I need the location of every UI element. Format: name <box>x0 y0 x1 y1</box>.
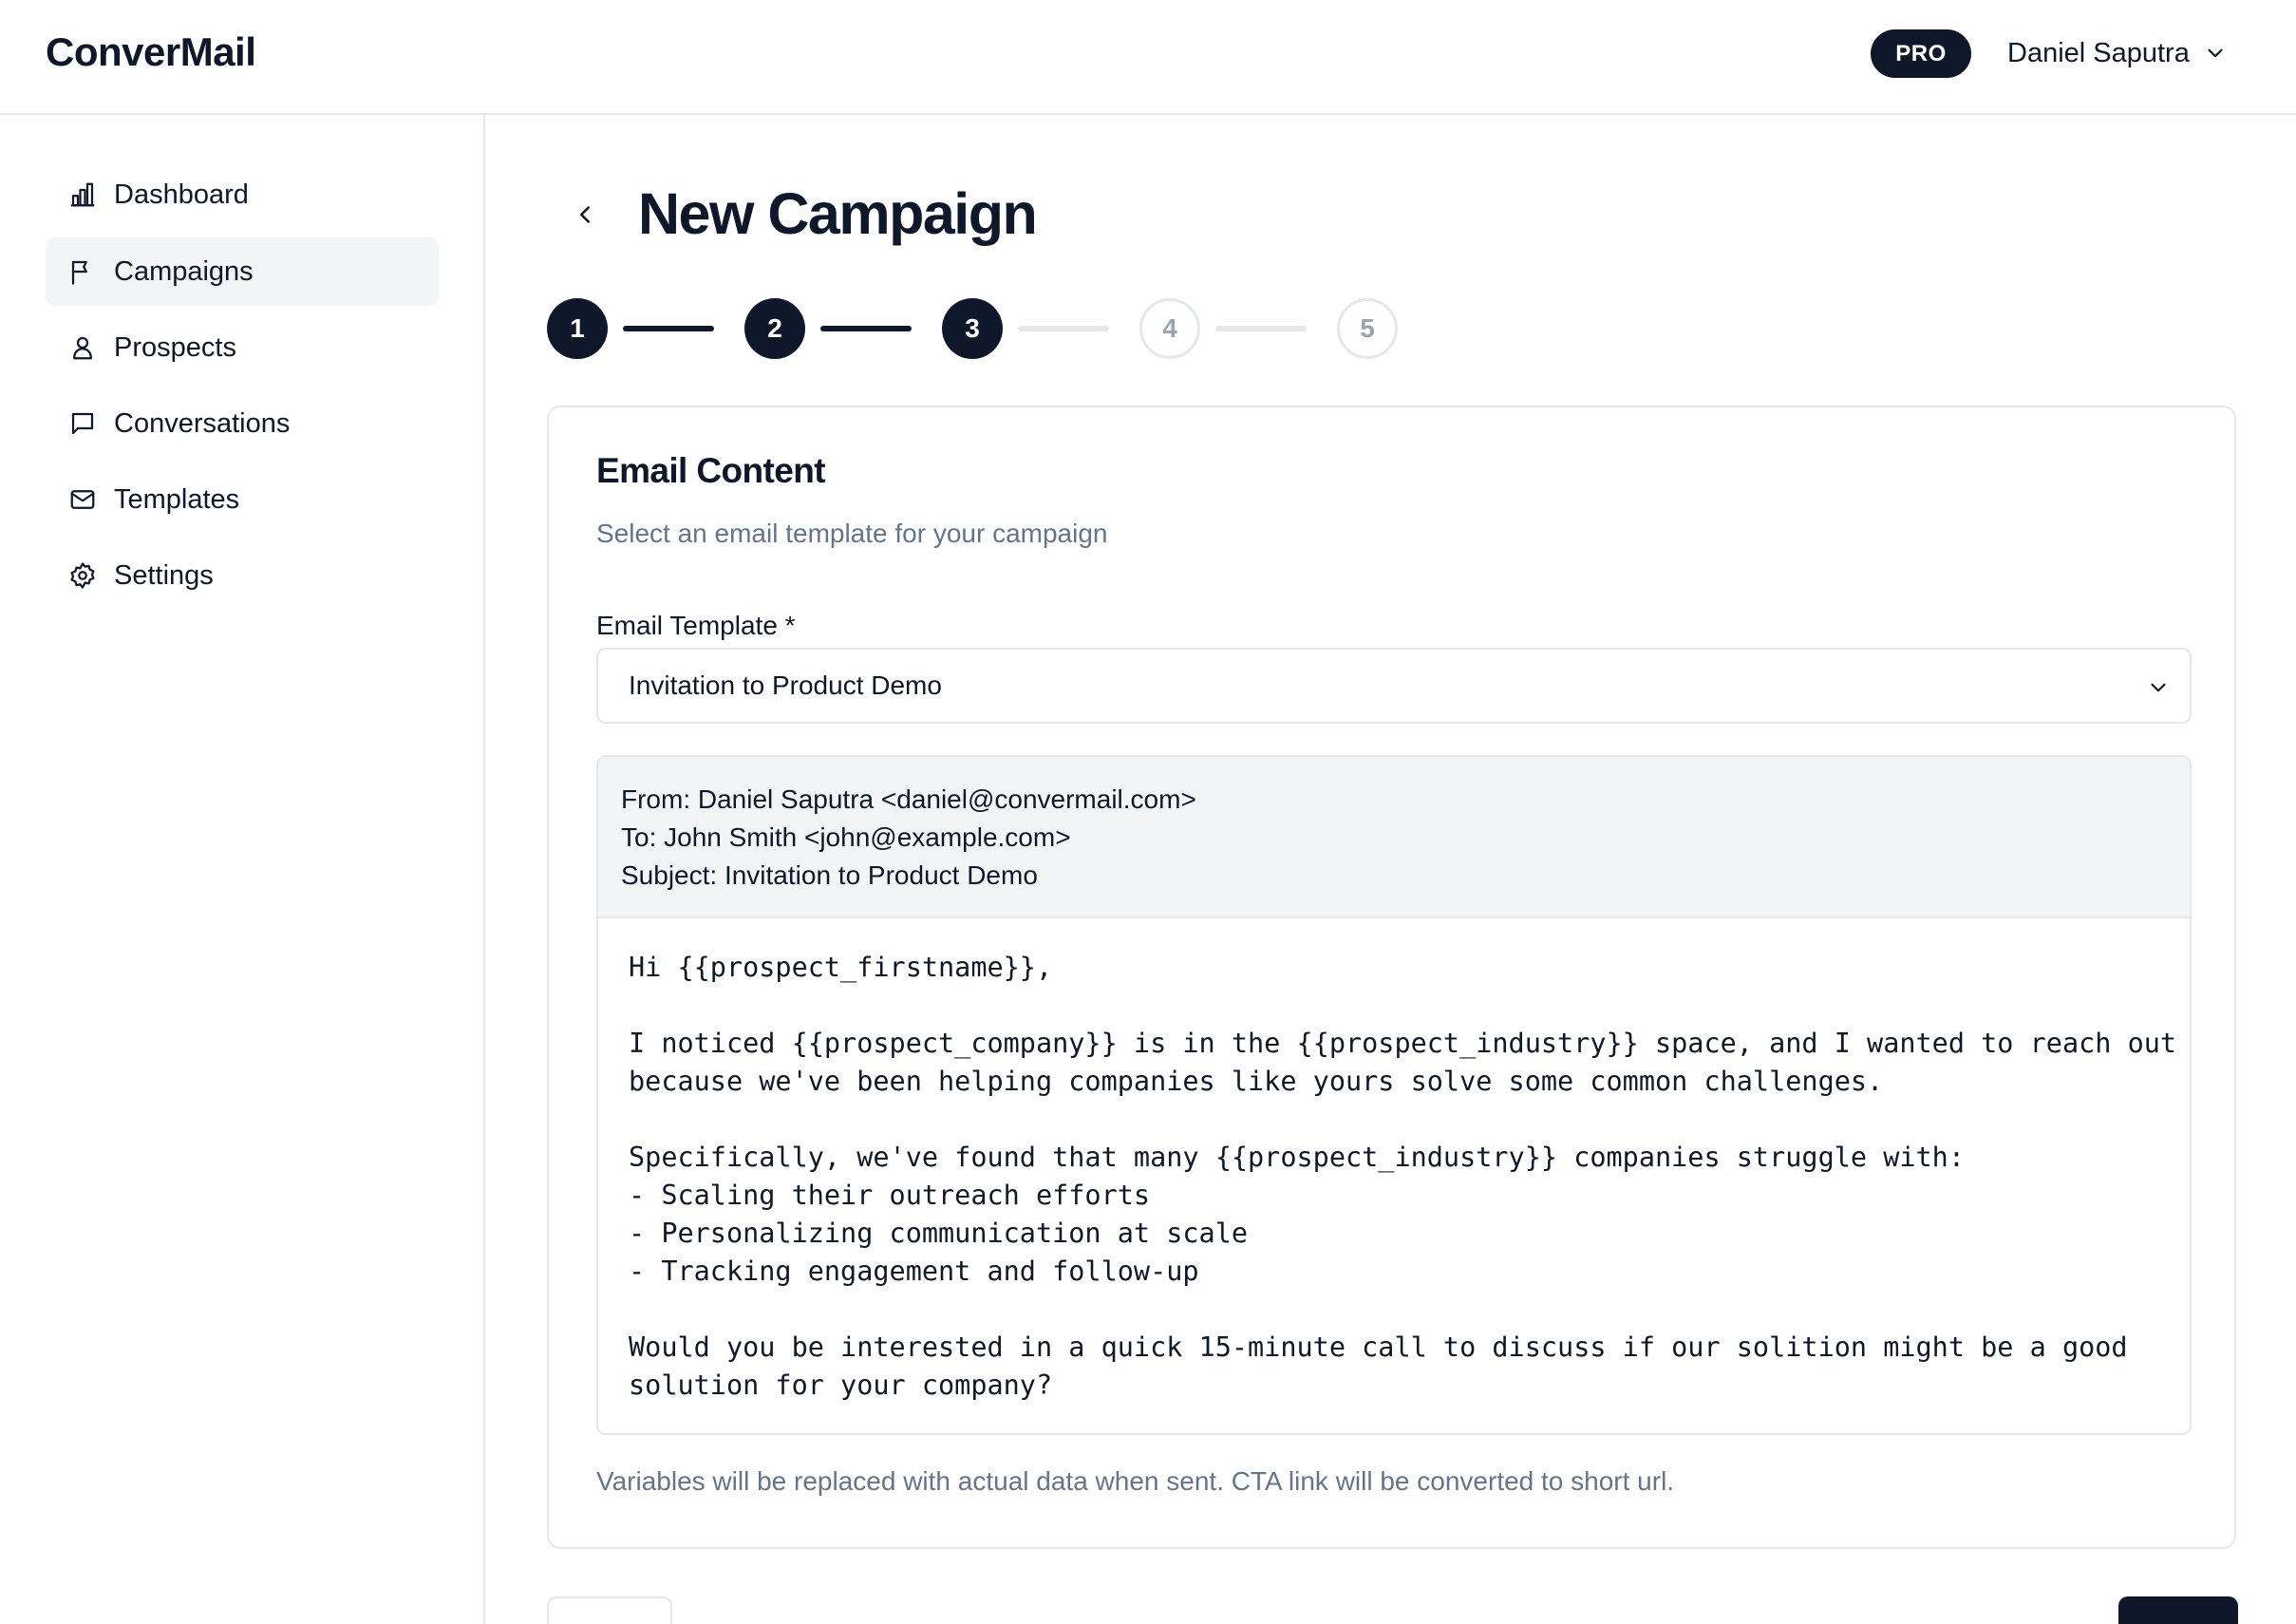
step-1[interactable]: 1 <box>547 298 608 359</box>
card-description: Select an email template for your campaign <box>596 519 1108 548</box>
sidebar-item-conversations[interactable] <box>46 389 439 458</box>
email-preview-header <box>598 757 2190 918</box>
user-name: Daniel Saputra <box>2007 37 2190 68</box>
sidebar-item-label: Conversations <box>114 407 291 439</box>
email-body: Hi {{prospect_firstname}}, I noticed {{prospect_company}} is in the {{prospect_industry}} space, and I wanted to reach out because we've been helping companies like yours solve some common challenges. Specifically, we've found that many {{prospect_industry}} companies struggle with: - Scaling their outreach efforts - Personalizing communication at scale - Tracking engagement and follow-up Would you be interested in a quick 15-minute call to discuss if our solition might be a good solution for your company? <box>629 952 2177 1401</box>
email-subject: Subject: Invitation to Product Demo <box>621 860 1038 890</box>
sidebar-item-label: Settings <box>114 559 214 591</box>
email-content-card <box>547 406 2236 1549</box>
help-text: Variables will be replaced with actual data when sent. CTA link will be converted to short url. <box>596 1466 1675 1496</box>
step-4[interactable]: 4 <box>1139 298 1200 359</box>
mail-icon <box>68 485 97 514</box>
back-button[interactable] <box>566 194 604 236</box>
sidebar-item-campaigns[interactable] <box>46 237 439 306</box>
email-template-select[interactable] <box>596 648 2192 724</box>
user-menu-button[interactable] <box>2007 32 2228 74</box>
step-2[interactable]: 2 <box>744 298 805 359</box>
step-connector <box>1018 326 1109 331</box>
email-from: From: Daniel Saputra <daniel@convermail.com> <box>621 784 1196 814</box>
top-header <box>0 0 2296 115</box>
card-title: Email Content <box>596 451 825 490</box>
sidebar-item-label: Dashboard <box>114 179 249 210</box>
chevron-down-icon <box>2146 675 2171 700</box>
step-connector <box>820 326 912 331</box>
sidebar-item-templates[interactable] <box>46 465 439 534</box>
sidebar-item-label: Campaigns <box>114 255 254 287</box>
user-icon <box>68 333 97 362</box>
step-3[interactable]: 3 <box>942 298 1003 359</box>
gear-icon <box>68 561 97 590</box>
email-to: To: John Smith <john@example.com> <box>621 822 1071 852</box>
chevron-left-icon <box>571 200 599 229</box>
email-preview <box>596 755 2192 1435</box>
email-template-value: Invitation to Product Demo <box>629 670 942 700</box>
flag-icon <box>68 257 97 286</box>
step-connector <box>623 326 714 331</box>
sidebar-item-dashboard[interactable] <box>46 161 439 229</box>
page-title: New Campaign <box>638 181 1037 246</box>
message-square-icon <box>68 409 97 438</box>
sidebar <box>0 115 485 1624</box>
step-connector <box>1215 326 1307 331</box>
plan-badge: PRO <box>1871 29 1971 78</box>
sidebar-item-label: Prospects <box>114 331 236 363</box>
chevron-down-icon <box>2203 41 2228 66</box>
step-5[interactable]: 5 <box>1337 298 1398 359</box>
sidebar-item-prospects[interactable] <box>46 313 439 382</box>
next-button[interactable] <box>2118 1596 2238 1624</box>
bar-chart-icon <box>68 180 97 209</box>
sidebar-item-label: Templates <box>114 483 240 515</box>
app-logo[interactable]: ConverMail <box>46 29 256 74</box>
email-template-label: Email Template * <box>596 611 796 640</box>
previous-button[interactable] <box>547 1596 672 1624</box>
sidebar-item-settings[interactable] <box>46 541 439 610</box>
